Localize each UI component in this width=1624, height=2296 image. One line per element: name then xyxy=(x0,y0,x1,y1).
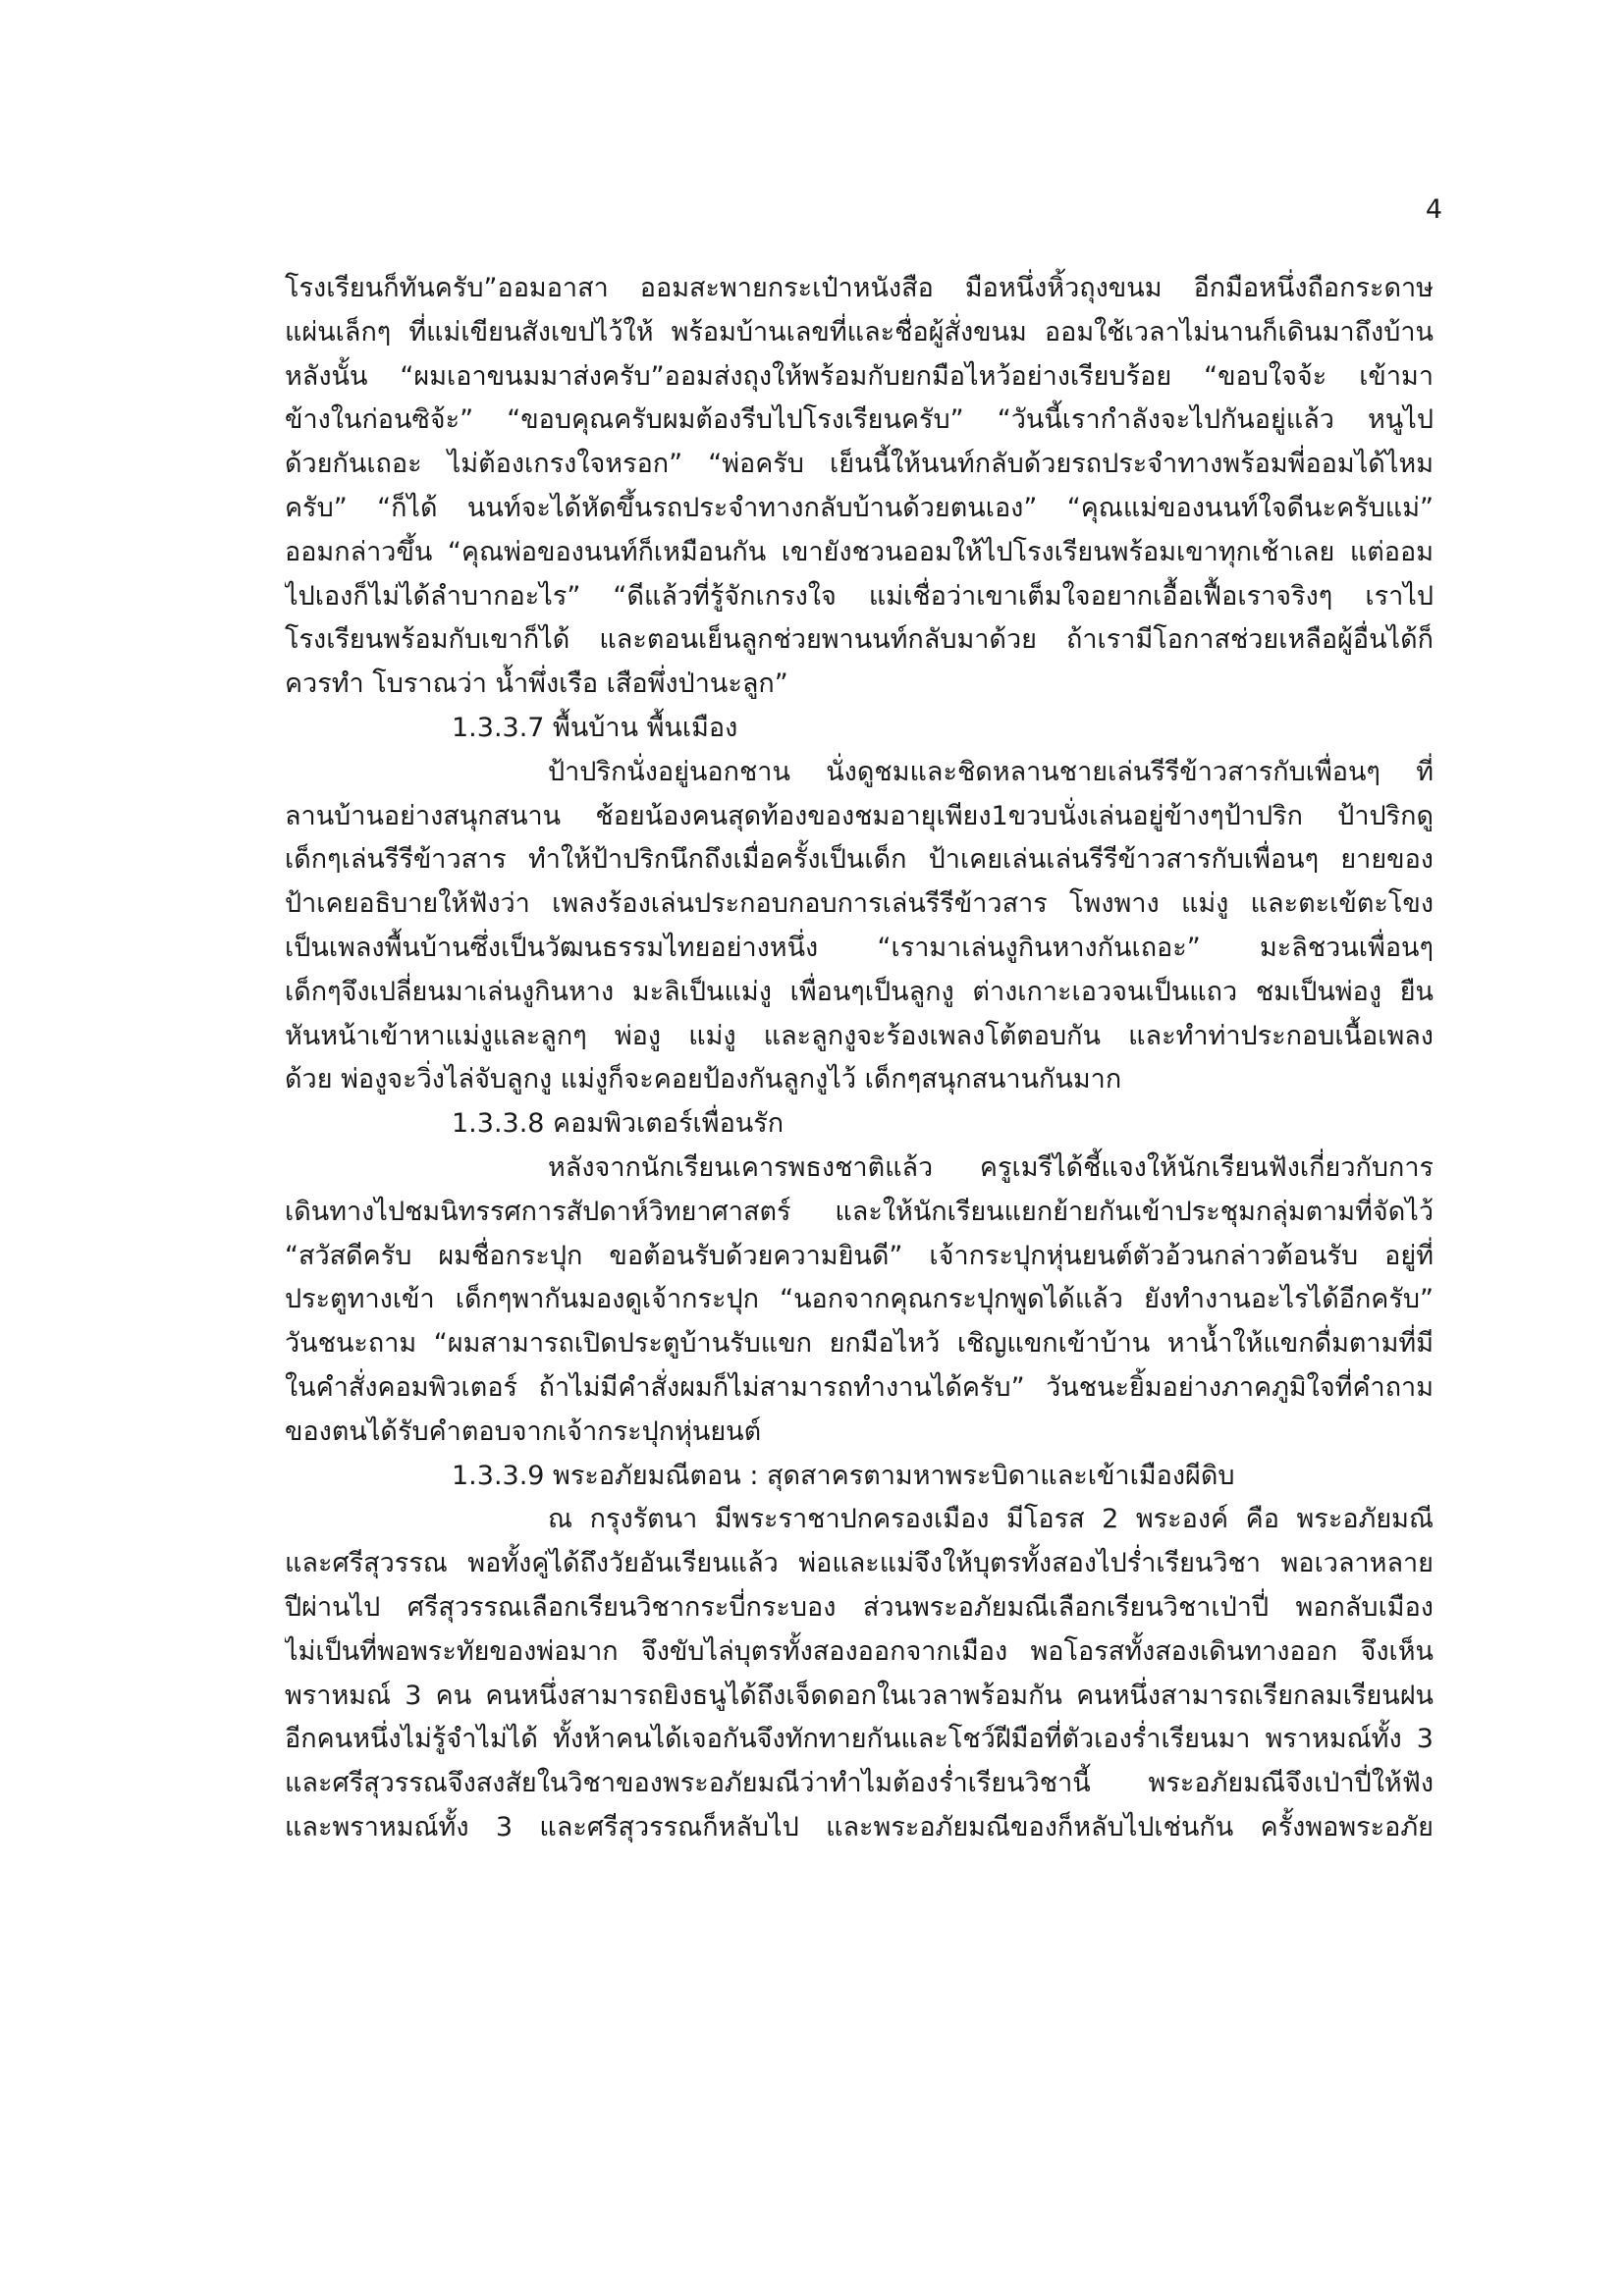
text-line-last: ควรทำ โบราณว่า น้ำพึ่งเรือ เสือพึ่งป่านะลูก” xyxy=(285,668,788,700)
text-line: หันหน้าเข้าหาแม่งูและลูกๆ พ่องู แม่งู และลูกงูจะร้องเพลงโต้ตอบกัน และทำท่าประกอบเนื้อเพลง xyxy=(285,1020,1434,1051)
text-line: ข้างในก่อนซิจ้ะ” “ขอบคุณครับผมต้องรีบไปโรงเรียนครับ” “วันนี้เรากำลังจะไปกันอยู่แล้ว หนูไป xyxy=(285,404,1434,436)
text-line: เดินทางไปชมนิทรรศการสัปดาห์วิทยาศาสตร์ และให้นักเรียนแยกย้ายกันเข้าประชุมกลุ่มตามที่จัดไว้ xyxy=(285,1196,1434,1227)
text-line: พราหมณ์ 3 คน คนหนึ่งสามารถยิงธนูได้ถึงเจ็ดดอกในเวลาพร้อมกัน คนหนึ่งสามารถเรียกลมเรียนฝน xyxy=(285,1680,1434,1711)
paragraph xyxy=(285,1147,1434,1455)
section-heading: 1.3.3.9 พระอภัยมณีตอน : สุดสาครตามหาพระบิดาและเข้าเมืองผีดิบ xyxy=(452,1460,1235,1491)
text-line: ไปเองก็ไม่ได้ลำบากอะไร” “ดีแล้วที่รู้จักเกรงใจ แม่เชื่อว่าเขาเต็มใจอยากเอื้อเฟื้อเราจริงๆ เราไป xyxy=(285,580,1434,612)
text-line-first: หลังจากนักเรียนเคารพธงชาติแล้ว ครูเมรีได้ชี้แจงให้นักเรียนฟังเกี่ยวกับการ xyxy=(548,1151,1434,1183)
text-line: วันชนะถาม “ผมสามารถเปิดประตูบ้านรับแขก ยกมือไหว้ เชิญแขกเข้าบ้าน หาน้ำให้แขกดื่มตามที่มี xyxy=(285,1328,1434,1360)
text-line: หลังนั้น “ผมเอาขนมมาส่งครับ”ออมส่งถุงให้พร้อมกับยกมือไหว้อย่างเรียบร้อย “ขอบใจจ้ะ เข้ามา xyxy=(285,360,1434,392)
page-number: 4 xyxy=(1425,194,1442,225)
text-line: โรงเรียนพร้อมกับเขาก็ได้ และตอนเย็นลูกช่วยพานนท์กลับมาด้วย ถ้าเรามีโอกาสช่วยเหลือผู้อื่นได้ก็ xyxy=(285,624,1434,656)
text-line: ออมกล่าวขึ้น “คุณพ่อของนนท์ก็เหมือนกัน เขายังชวนออมให้ไปโรงเรียนพร้อมเขาทุกเช้าเลย แต่ออม xyxy=(285,536,1434,567)
text-line: ปีผ่านไป ศรีสุวรรณเลือกเรียนวิชากระบี่กระบอง ส่วนพระอภัยมณีเลือกเรียนวิชาเป่าปี่ พอกลับเมือง xyxy=(285,1591,1434,1623)
text-line: เป็นเพลงพื้นบ้านซึ่งเป็นวัฒนธรรมไทยอย่างหนึ่ง “เรามาเล่นงูกินหางกันเถอะ” มะลิชวนเพื่อนๆ xyxy=(285,932,1434,963)
paragraph xyxy=(285,1498,1434,1849)
section-heading: 1.3.3.7 พื้นบ้าน พื้นเมือง xyxy=(452,712,738,743)
paragraph xyxy=(285,267,1434,707)
text-line: แผ่นเล็กๆ ที่แม่เขียนสังเขปไว้ให้ พร้อมบ้านเลขที่และชื่อผู้สั่งขนม ออมใช้เวลาไม่นานก็เดินมาถึงบ้าน xyxy=(285,316,1434,347)
text-line: “สวัสดีครับ ผมชื่อกระปุก ขอต้อนรับด้วยความยินดี” เจ้ากระปุกหุ่นยนต์ตัวอ้วนกล่าวต้อนรับ อยู่ที่ xyxy=(285,1240,1434,1271)
text-line: และศรีสุวรรณจึงสงสัยในวิชาของพระอภัยมณีว่าทำไมต้องร่ำเรียนวิชานี้ พระอภัยมณีจึงเป่าปี่ให้ฟัง xyxy=(285,1768,1434,1799)
text-line: และพราหมณ์ทั้ง 3 และศรีสุวรรณก็หลับไป และพระอภัยมณีของก็หลับไปเช่นกัน ครั้งพอพระอภัย xyxy=(285,1811,1434,1842)
text-line: ประตูทางเข้า เด็กๆพากันมองดูเจ้ากระปุก “นอกจากคุณกระปุกพูดได้แล้ว ยังทำงานอะไรได้อีกครับ” xyxy=(285,1284,1434,1315)
text-line: ป้าเคยอธิบายให้ฟังว่า เพลงร้องเล่นประกอบกอบการเล่นรีรีข้าวสาร โพงพาง แม่งู และตะเข้ตะโขง xyxy=(285,888,1434,920)
document-body xyxy=(285,267,1434,1850)
text-line-last: ของตนได้รับคำตอบจากเจ้ากระปุกหุ่นยนต์ xyxy=(285,1415,762,1447)
text-line: ครับ” “ก็ได้ นนท์จะได้หัดขึ้นรถประจำทางกลับบ้านด้วยตนเอง” “คุณแม่ของนนท์ใจดีนะครับแม่” xyxy=(285,492,1434,523)
text-line-last: ด้วย พ่องูจะวิ่งไล่จับลูกงู แม่งูก็จะคอยป้องกันลูกงูไว้ เด็กๆสนุกสนานกันมาก xyxy=(285,1064,1122,1095)
text-line-first: ณ กรุงรัตนา มีพระราชาปกครองเมือง มีโอรส 2 พระองค์ คือ พระอภัยมณี xyxy=(548,1504,1434,1535)
text-line: ในคำสั่งคอมพิวเตอร์ ถ้าไม่มีคำสั่งผมก็ไม่สามารถทำงานได้ครับ” วันชนะยิ้มอย่างภาคภูมิใจที่คำถาม xyxy=(285,1371,1434,1403)
text-line: โรงเรียนก็ทันครับ”ออมอาสา ออมสะพายกระเป๋าหนังสือ มือหนึ่งหิ้วถุงขนม อีกมือหนึ่งถือกระดาษ xyxy=(285,273,1434,303)
text-line: และศรีสุวรรณ พอทั้งคู่ได้ถึงวัยอันเรียนแล้ว พ่อและแม่จึงให้บุตรทั้งสองไปร่ำเรียนวิชา พอเวลาหลาย xyxy=(285,1548,1434,1579)
text-line-first: ป้าปริกนั่งอยู่นอกชาน นั่งดูชมและชิดหลานชายเล่นรีรีข้าวสารกับเพื่อนๆ ที่ xyxy=(548,756,1434,787)
text-line: ไม่เป็นที่พอพระทัยของพ่อมาก จึงขับไล่บุตรทั้งสองออกจากเมือง พอโอรสทั้งสองเดินทางออก จึงเห็น xyxy=(285,1635,1434,1667)
text-line: ลานบ้านอย่างสนุกสนาน ช้อยน้องคนสุดท้องของชมอายุเพียง1ขวบนั่งเล่นอยู่ข้างๆป้าปริก ป้าปริกดู xyxy=(285,800,1434,831)
text-line: เด็กๆเล่นรีรีข้าวสาร ทำให้ป้าปริกนึกถึงเมื่อครั้งเป็นเด็ก ป้าเคยเล่นเล่นรีรีข้าวสารกับเพื่อนๆ ยายของ xyxy=(285,844,1434,876)
text-line: ด้วยกันเถอะ ไม่ต้องเกรงใจหรอก” “พ่อครับ เย็นนี้ให้นนท์กลับด้วยรถประจำทางพร้อมพี่ออมได้ไหม xyxy=(285,449,1434,480)
paragraph xyxy=(285,751,1434,1102)
section-heading: 1.3.3.8 คอมพิวเตอร์เพื่อนรัก xyxy=(452,1108,785,1140)
text-line: เด็กๆจึงเปลี่ยนมาเล่นงูกินหาง มะลิเป็นแม่งู เพื่อนๆเป็นลูกงู ต่างเกาะเอวจนเป็นแถว ชมเป็นพ่องู ยืน xyxy=(285,976,1434,1007)
text-line: อีกคนหนึ่งไม่รู้จำไม่ได้ ทั้งห้าคนได้เจอกันจึงทักทายกันและโชว์ฝีมือที่ตัวเองร่ำเรียนมา พราหมณ์ทั้ง 3 xyxy=(285,1724,1434,1755)
